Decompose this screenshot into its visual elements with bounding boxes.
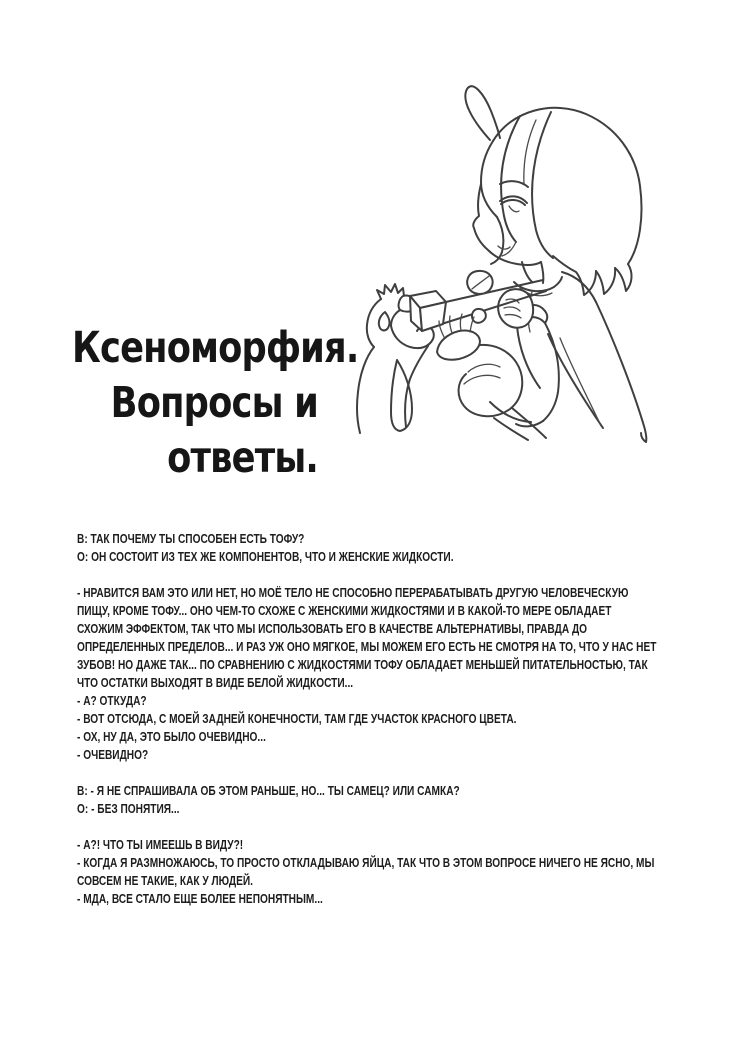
dialogue-line: В: ТАК ПОЧЕМУ ТЫ СПОСОБЕН ЕСТЬ ТОФУ? <box>77 531 305 546</box>
dialogue-line: - ОХ, НУ ДА, ЭТО БЫЛО ОЧЕВИДНО... <box>77 729 266 744</box>
dialogue-line: - А?! ЧТО ТЫ ИМЕЕШЬ В ВИДУ?! <box>77 837 244 852</box>
dialogue-line: - А? ОТКУДА? <box>77 693 147 708</box>
dialogue-line: О: - БЕЗ ПОНЯТИЯ... <box>77 801 180 816</box>
dialogue-line: - КОГДА Я РАЗМНОЖАЮСЬ, ТО ПРОСТО ОТКЛАДЫВАЮ ЯЙЦА, ТАК ЧТО В ЭТОМ ВОПРОСЕ НИЧЕГО НЕ ЯСНО, МЫ <box>77 855 655 870</box>
dialogue-line: ОПРЕДЕЛЕННЫХ ПРЕДЕЛОВ... И РАЗ УЖ ОНО МЯГКОЕ, МЫ МОЖЕМ ЕГО ЕСТЬ НЕ СМОТРЯ НА ТО, ЧТО У НАС НЕТ <box>77 639 657 654</box>
dialogue-line: В: - Я НЕ СПРАШИВАЛА ОБ ЭТОМ РАНЬШЕ, НО... ТЫ САМЕЦ? ИЛИ САМКА? <box>77 783 460 798</box>
dialogue-line: СХОЖИМ ЭФФЕКТОМ, ТАК ЧТО МЫ ИСПОЛЬЗОВАТЬ ЕГО В КАЧЕСТВЕ АЛЬТЕРНАТИВЫ, ПРАВДА ДО <box>77 621 588 636</box>
tofu-cube <box>410 291 446 331</box>
dialogue-line: - ОЧЕВИДНО? <box>77 747 149 762</box>
dialogue-line: ПИЩУ, КРОМЕ ТОФУ... ОНО ЧЕМ-ТО СХОЖЕ С ЖЕНСКИМИ ЖИДКОСТЯМИ И В КАКОЙ-ТО МЕРЕ ОБЛАДАЕТ <box>77 603 612 618</box>
sweat-drop <box>379 312 390 330</box>
dialogue-line: СОВСЕМ НЕ ТАКИЕ, КАК У ЛЮДЕЙ. <box>77 873 253 888</box>
title-line-3: ответы. <box>167 433 318 483</box>
page-title <box>72 321 359 486</box>
dialogue-line: - ВОТ ОТСЮДА, С МОЕЙ ЗАДНЕЙ КОНЕЧНОСТИ, ТАМ ГДЕ УЧАСТОК КРАСНОГО ЦВЕТА. <box>77 711 517 726</box>
title-line-2: Вопросы и <box>110 378 318 428</box>
girl-figure <box>459 86 647 442</box>
dialogue-line: - МДА, ВСЕ СТАЛО ЕЩЕ БОЛЕЕ НЕПОНЯТНЫМ... <box>77 891 323 906</box>
title-line-1: Ксеноморфия. <box>72 323 359 373</box>
dialogue-line: ЗУБОВ! НО ДАЖЕ ТАК... ПО СРАВНЕНИЮ С ЖИДКОСТЯМИ ТОФУ ОБЛАДАЕТ МЕНЬШЕЙ ПИТАТЕЛЬНОСТЬЮ, ТАК <box>77 657 648 672</box>
dialogue-line: - НРАВИТСЯ ВАМ ЭТО ИЛИ НЕТ, НО МОЁ ТЕЛО НЕ СПОСОБНО ПЕРЕРАБАТЫВАТЬ ДРУГУЮ ЧЕЛОВЕЧЕСКУЮ <box>77 585 629 600</box>
dialogue-text-block <box>77 530 656 908</box>
dialogue-line: О: ОН СОСТОИТ ИЗ ТЕХ ЖЕ КОМПОНЕНТОВ, ЧТО И ЖЕНСКИЕ ЖИДКОСТИ. <box>77 549 454 564</box>
ahoge-hair-curl <box>465 86 500 140</box>
dialogue-line: ЧТО ОСТАТКИ ВЫХОДЯТ В ВИДЕ БЕЛОЙ ЖИДКОСТИ... <box>77 675 354 690</box>
